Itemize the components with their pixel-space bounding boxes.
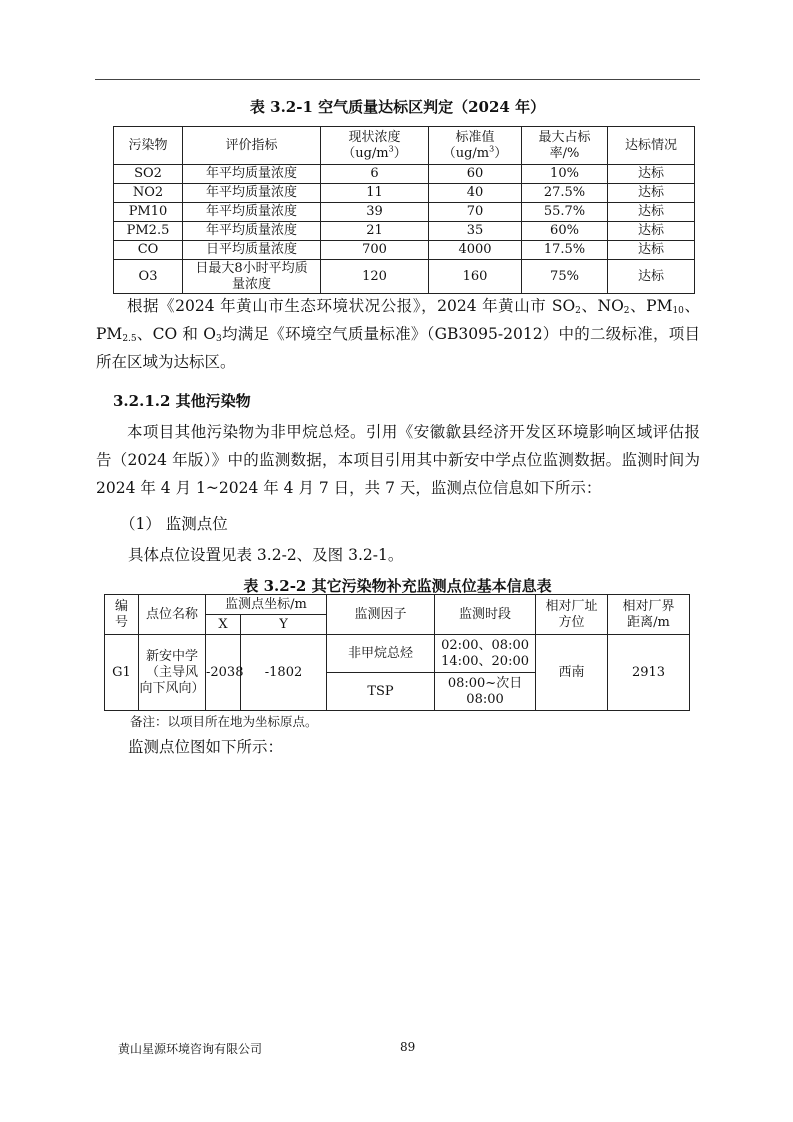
subheading-monitoring-points: （1） 监测点位 xyxy=(120,515,228,533)
table-row: TSP 08:00~次日 08:00 xyxy=(105,673,690,711)
table-row: CO 日平均质量浓度 700 4000 17.5% 达标 xyxy=(114,241,695,260)
header-factor: 监测因子 xyxy=(327,595,435,635)
page-number: 89 xyxy=(400,1040,416,1054)
table-header-row xyxy=(114,127,695,165)
header-status: 达标情况 xyxy=(608,127,695,165)
header-name: 点位名称 xyxy=(139,595,206,635)
header-rule xyxy=(95,79,700,80)
footer-company: 黄山星源环境咨询有限公司 xyxy=(118,1042,263,1056)
header-pollutant: 污染物 xyxy=(114,127,183,165)
table-row: PM2.5 年平均质量浓度 21 35 60% 达标 xyxy=(114,222,695,241)
header-direction: 相对厂址 方位 xyxy=(536,595,608,635)
header-standard: 标准值 $(ug/m^3)$ xyxy=(429,127,522,165)
header-ratio: 最大占标 率/% xyxy=(522,127,608,165)
table-row: G1 新安中学 （主导风 向下风向） -2038 -1802 非甲烷总烃 02:00、08:00 14:00、20:00 西南 2913 xyxy=(105,635,690,673)
table-row: PM10 年平均质量浓度 39 70 55.7% 达标 xyxy=(114,203,695,222)
paragraph-map-intro: 监测点位图如下所示： xyxy=(128,738,284,756)
section-heading: 3.2.1.2 其他污染物 xyxy=(113,392,251,410)
paragraph-point-setup: 具体点位设置见表 3.2-2、及图 3.2-1。 xyxy=(128,546,404,564)
header-distance: 相对厂界 距离/m xyxy=(608,595,690,635)
header-id: 编 号 xyxy=(105,595,139,635)
table1-caption: 表 3.2-1 空气质量达标区判定（2024 年） xyxy=(249,98,546,116)
table2-caption: 表 3.2-2 其它污染物补充监测点位基本信息表 xyxy=(243,577,552,595)
paragraph-other-pollutants: 本项目其他污染物为非甲烷总烃。引用《安徽歙县经济开发区环境影响区域评估报告（2024 年版）》中的监测数据，本项目引用其中新安中学点位监测数据。监测时间为 2024 年 4 月 1~2024 年 4 月 7 日，共 7 天，监测点位信息如下所示： xyxy=(96,423,700,497)
header-coord: 监测点坐标/m xyxy=(206,595,327,615)
header-period: 监测时段 xyxy=(435,595,536,635)
header-x: X xyxy=(206,615,241,635)
paragraph-air-quality: 根据《2024 年黄山市生态环境状况公报》，2024 年黄山市 $SO_2$、$NO_2$、$PM_{10}$、$PM_{2.5}$、CO 和 $O_3$均满足《环境空气质量标准》（GB3095-2012）中的二级标准，项目所在区域为达标区。 xyxy=(96,297,700,371)
header-current: 现状浓度 $(ug/m^3)$ xyxy=(321,127,429,165)
table2-note: 备注：以项目所在地为坐标原点。 xyxy=(130,714,318,729)
table-row: NO2 年平均质量浓度 11 40 27.5% 达标 xyxy=(114,184,695,203)
header-y: Y xyxy=(241,615,327,635)
table-row: O3 日最大8小时平均质 量浓度 120 160 75% 达标 xyxy=(114,260,695,294)
monitoring-point-table xyxy=(104,594,690,711)
air-quality-table xyxy=(113,126,695,294)
header-indicator: 评价指标 xyxy=(183,127,321,165)
table-row: SO2 年平均质量浓度 6 60 10% 达标 xyxy=(114,165,695,184)
table-header-row xyxy=(105,595,690,615)
